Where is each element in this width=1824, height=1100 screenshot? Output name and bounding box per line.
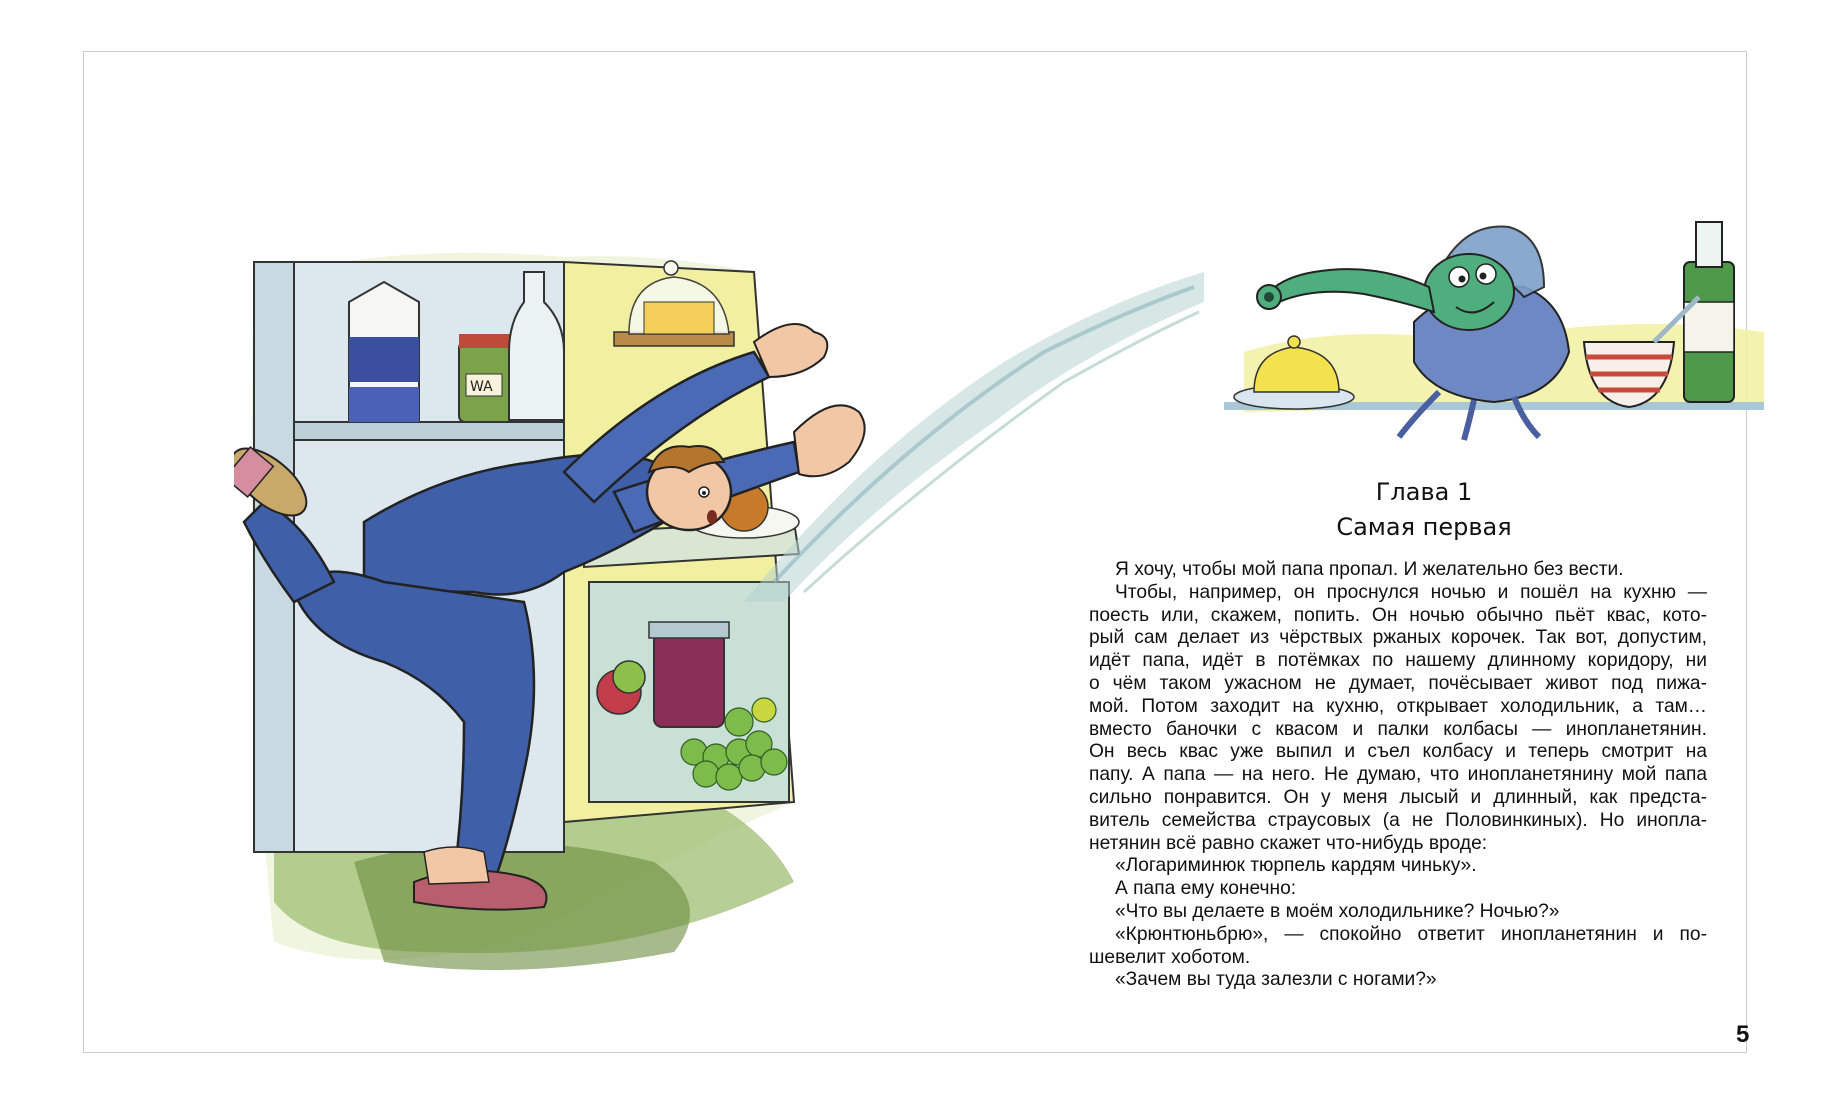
text-line: мой. Потом заходит на кухню, открывает холодильник, а там… bbox=[1089, 695, 1707, 717]
text-line: папу. А папа — на него. Не думаю, что инопланетянину мой папа bbox=[1089, 764, 1707, 786]
text-line: вместо баночки с квасом и палки колбасы — инопланетянин. bbox=[1089, 718, 1707, 740]
light-beam bbox=[744, 242, 1204, 602]
page-number: 5 bbox=[1736, 1021, 1750, 1048]
text-line: Я хочу, чтобы мой папа пропал. И желательно без вести. bbox=[1115, 559, 1624, 580]
text-line: «Зачем вы туда залезли с ногами?» bbox=[1115, 969, 1437, 991]
text-line: поесть или, скажем, попить. Он ночью обычно пьёт квас, кото- bbox=[1089, 604, 1707, 626]
text-line: «Что вы делаете в моём холодильнике? Ночью?» bbox=[1115, 900, 1560, 922]
text-line: Чтобы, например, он проснулся ночью и пошёл на кухню — bbox=[1115, 581, 1707, 603]
text-line: идёт папа, идёт в потёмках по нашему длинному коридору, ни bbox=[1089, 650, 1707, 672]
text-line: Он весь квас уже выпил и съел колбасу и теперь смотрит на bbox=[1089, 741, 1707, 763]
chapter-body-text bbox=[1089, 559, 1707, 992]
text-line: «Логариминюк тюрпель кардям чиньку». bbox=[1115, 855, 1477, 877]
text-line: нетянин всё равно скажет что-нибудь вроде: bbox=[1089, 832, 1488, 854]
text-line: шевелит хоботом. bbox=[1089, 946, 1251, 968]
text-line: А папа ему конечно: bbox=[1115, 878, 1297, 900]
text-line: «Крюнтюньбрю», — спокойно ответит инопланетянин и по- bbox=[1115, 923, 1707, 945]
illustration-alien bbox=[1224, 202, 1764, 442]
text-line: сильно понравится. Он у меня лысый и длинный, как предста- bbox=[1089, 786, 1707, 808]
jar-label: WA bbox=[470, 379, 493, 395]
book-page bbox=[83, 51, 1750, 1053]
text-line: рый сам делает из чёрствых ржаных корочек. Так вот, допустим, bbox=[1089, 627, 1707, 649]
chapter-number: Глава 1 bbox=[1375, 478, 1473, 506]
text-line: о чём таком ужасном не думает, почёсывает живот под пижа- bbox=[1089, 672, 1707, 694]
chapter-title: Самая первая bbox=[1336, 513, 1512, 541]
text-line: витель семейства страусовых (а не Половинкиных). Но инопла- bbox=[1089, 809, 1707, 831]
